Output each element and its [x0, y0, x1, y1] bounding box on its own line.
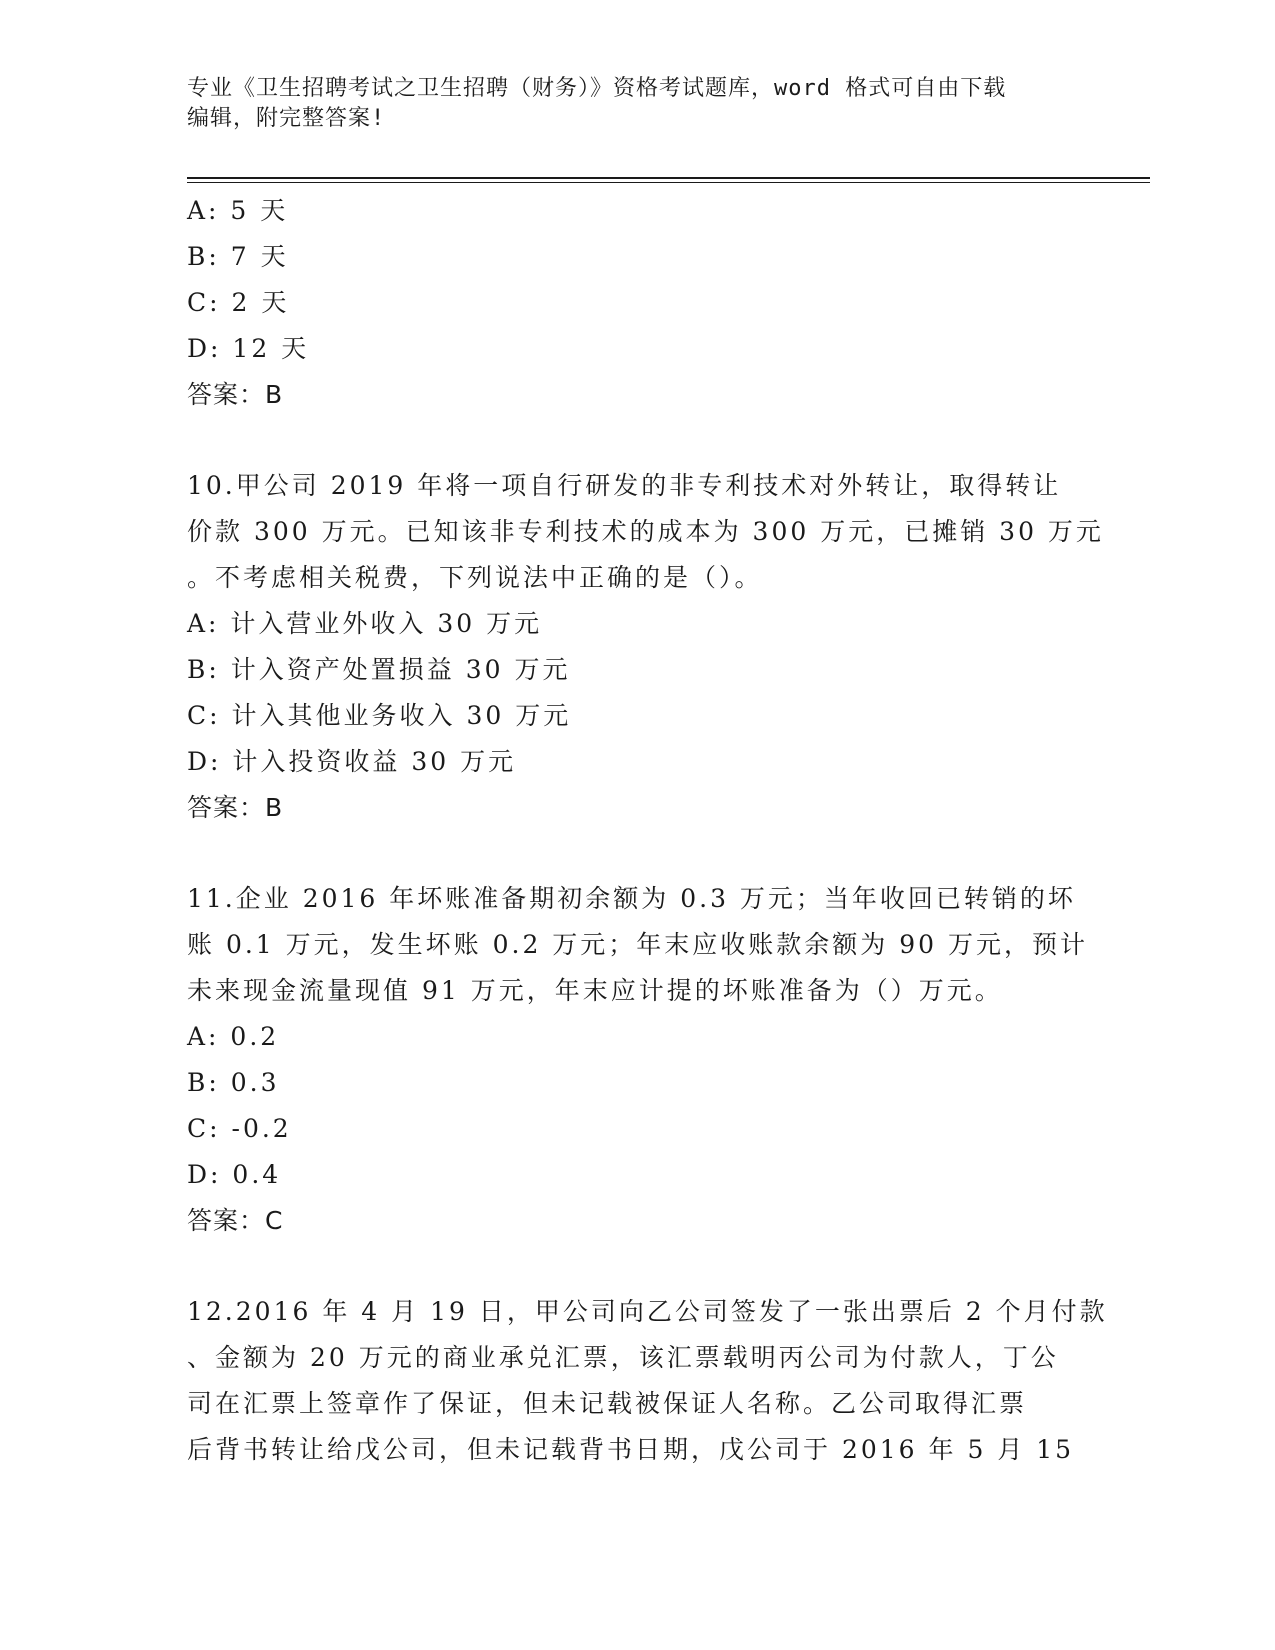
option-a: A: 0.2 — [187, 1022, 280, 1051]
question-stem-line: 10.甲公司 2019 年将一项自行研发的非专利技术对外转让，取得转让 — [187, 471, 1062, 500]
header-line-2: 编辑，附完整答案! — [187, 106, 386, 131]
question-10 — [187, 463, 1104, 831]
option-c: C: 2 天 — [187, 288, 290, 317]
question-stem-line: 。不考虑相关税费，下列说法中正确的是（）。 — [187, 563, 763, 592]
option-d: D: 12 天 — [187, 334, 310, 363]
question-11 — [187, 876, 1087, 1244]
spacer — [187, 1244, 1087, 1289]
spacer — [187, 831, 1087, 876]
option-a: A: 5 天 — [187, 196, 289, 225]
option-b: B: 7 天 — [187, 242, 289, 271]
question-stem-line: 账 0.1 万元，发生坏账 0.2 万元；年末应收账款余额为 90 万元，预计 — [187, 930, 1089, 959]
document-header — [187, 74, 1087, 134]
header-divider-thin — [187, 182, 1150, 183]
option-b: B: 计入资产处置损益 30 万元 — [187, 655, 571, 684]
header-divider-thick — [187, 177, 1150, 179]
option-d: D: 计入投资收益 30 万元 — [187, 747, 517, 776]
answer: 答案：B — [187, 793, 284, 822]
question-9 — [187, 188, 1087, 418]
question-stem-line: 11.企业 2016 年坏账准备期初余额为 0.3 万元；当年收回已转销的坏 — [187, 884, 1076, 913]
question-stem-line: 、金额为 20 万元的商业承兑汇票，该汇票载明丙公司为付款人，丁公 — [187, 1343, 1059, 1372]
question-stem-line: 12.2016 年 4 月 19 日，甲公司向乙公司签发了一张出票后 2 个月付款 — [187, 1297, 1108, 1326]
option-b: B: 0.3 — [187, 1068, 280, 1097]
option-a: A: 计入营业外收入 30 万元 — [187, 609, 543, 638]
spacer — [187, 418, 1087, 463]
option-c: C: 计入其他业务收入 30 万元 — [187, 701, 572, 730]
option-d: D: 0.4 — [187, 1160, 282, 1189]
option-c: C: -0.2 — [187, 1114, 292, 1143]
question-stem-line: 价款 300 万元。已知该非专利技术的成本为 300 万元，已摊销 30 万元 — [187, 517, 1104, 546]
question-stem-line: 后背书转让给戊公司，但未记载背书日期，戊公司于 2016 年 5 月 15 — [187, 1435, 1075, 1464]
question-stem-line: 未来现金流量现值 91 万元，年末应计提的坏账准备为（）万元。 — [187, 976, 1003, 1005]
answer: 答案：B — [187, 380, 284, 409]
header-line-1: 专业《卫生招聘考试之卫生招聘（财务）》资格考试题库，word 格式可自由下载 — [187, 76, 1007, 101]
question-content — [187, 188, 1108, 1473]
question-stem-line: 司在汇票上签章作了保证，但未记载被保证人名称。乙公司取得汇票 — [187, 1389, 1028, 1418]
question-12 — [187, 1289, 1108, 1473]
answer: 答案：C — [187, 1206, 284, 1235]
